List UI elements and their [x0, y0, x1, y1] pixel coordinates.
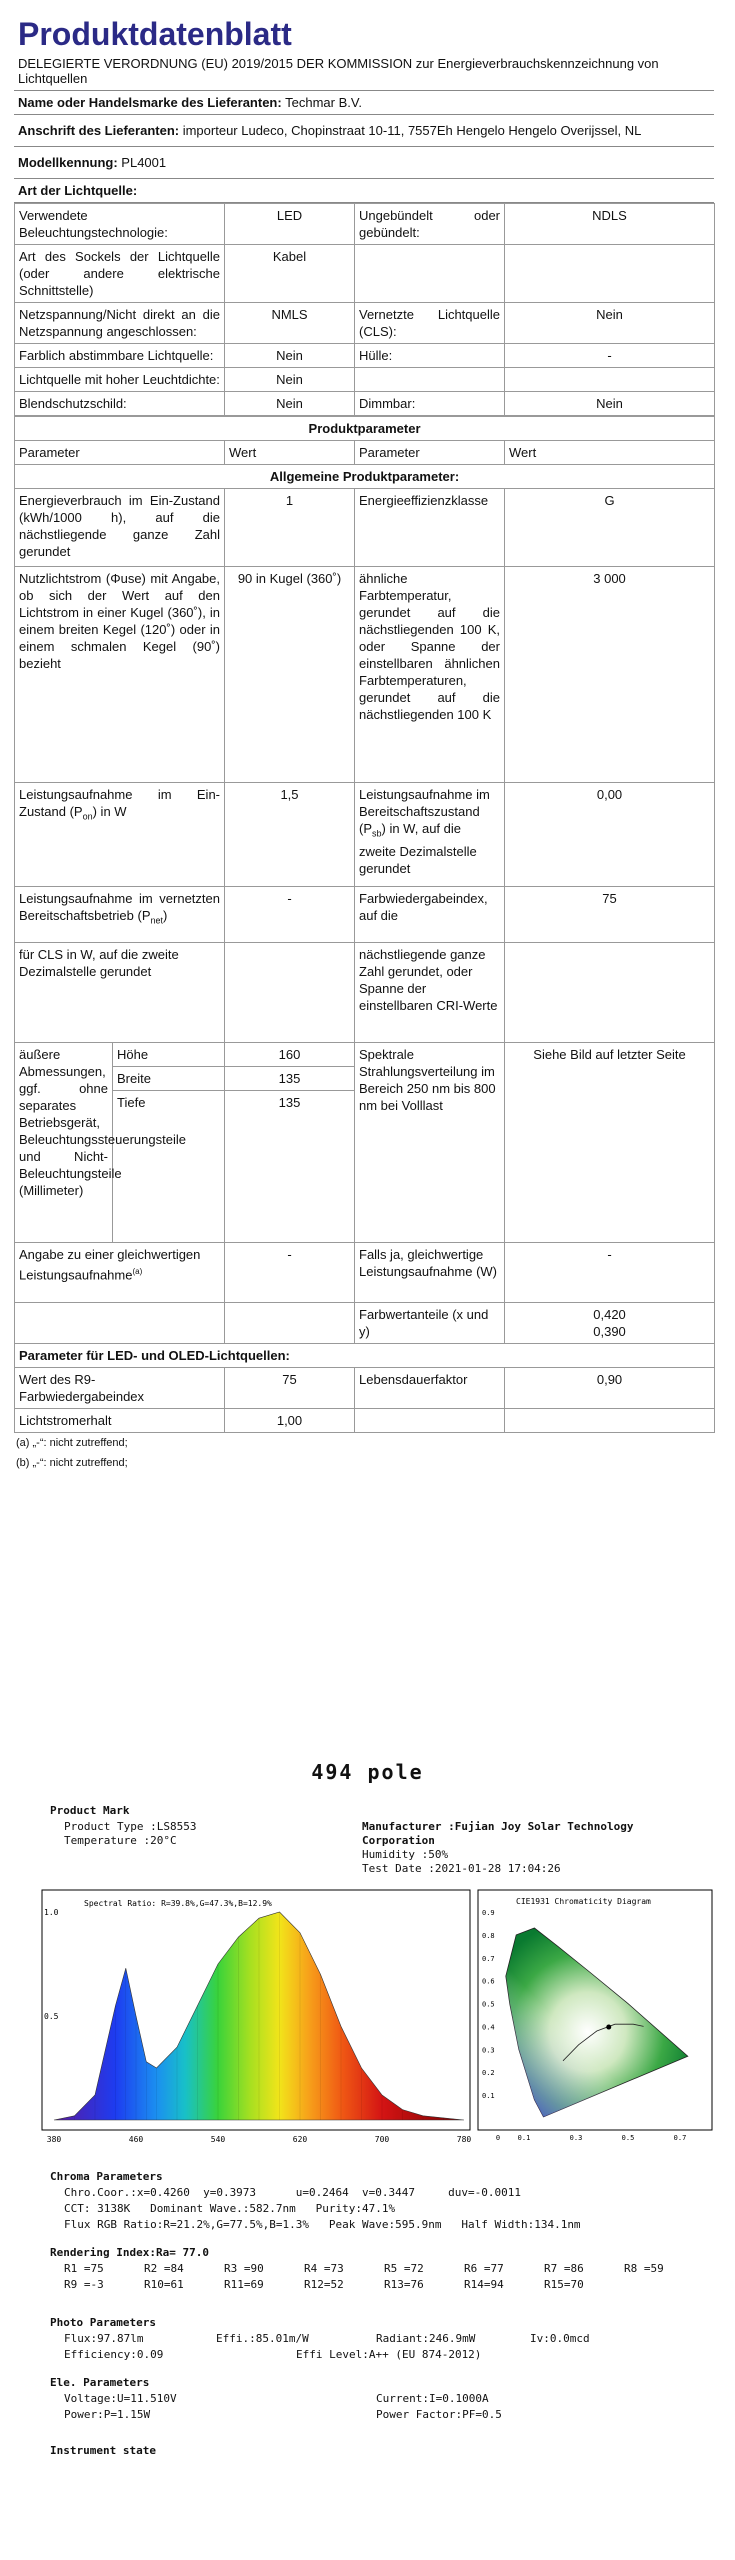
- cie-y-tick: 0.4: [482, 2023, 495, 2032]
- light-type-table: [14, 203, 715, 416]
- psb-label: Leistungsaufnahme im Bereitschaftszustand $(P_{sb})$ in W, auf die zweite Dezimalstelle gerundet: [355, 783, 505, 887]
- spectrum-y-tick: 1.0: [44, 1908, 59, 1917]
- rendering-value: R9 =-3: [64, 2278, 104, 2291]
- light-type-cell: Nein: [505, 392, 715, 416]
- light-type-cell: Nein: [225, 368, 355, 392]
- model-row: [14, 146, 714, 178]
- light-type-cell: [355, 368, 505, 392]
- cie-x-tick: 0.5: [621, 2134, 635, 2142]
- maint-value: 1,00: [225, 1409, 355, 1433]
- cie-x-tick: 0: [495, 2134, 501, 2142]
- spectrum-x-tick: 780: [456, 2135, 472, 2144]
- product-mark: Product Mark: [50, 1804, 130, 1817]
- radiant-readout: Radiant:246.9mW: [376, 2332, 476, 2345]
- light-type-cell: Nein: [505, 303, 715, 344]
- light-type-cell: Verwendete Beleuchtungstechnologie:: [15, 204, 225, 245]
- light-type-cell: Ungebündelt oder gebündelt:: [355, 204, 505, 245]
- r9-label: Wert des R9-Farbwiedergabeindex: [15, 1368, 225, 1409]
- chroma-values: 0,420 0,390: [505, 1303, 715, 1344]
- cie-y-tick: 0.6: [482, 1977, 495, 1986]
- light-type-cell: [355, 245, 505, 303]
- rendering-value: R8 =59: [624, 2262, 664, 2275]
- cie-point: [606, 2025, 611, 2030]
- light-type-cell: -: [505, 344, 715, 368]
- spectrum-x-tick: 700: [374, 2135, 390, 2144]
- voltage-readout: Voltage:U=11.510V: [64, 2392, 177, 2405]
- temperature: Temperature :20°C: [64, 1834, 177, 1847]
- light-type-row: [15, 368, 715, 392]
- equiv-value: -: [225, 1243, 355, 1303]
- equiv-label: Angabe zu einer gleichwertigen Leistungsaufnahme$^{(a)}$: [15, 1243, 225, 1303]
- equiv-if-value: -: [505, 1243, 715, 1303]
- light-type-cell: Hülle:: [355, 344, 505, 368]
- rendering-value: R1 =75: [64, 2262, 104, 2275]
- model-label: Modellkennung:: [18, 155, 118, 170]
- spectral-ratio-label: Spectral Ratio: R=39.8%,G=47.3%,B=12.9%: [84, 1899, 272, 1908]
- footnote-b: (b) „-“: nicht zutreffend;: [16, 1457, 128, 1469]
- address-value: importeur Ludeco, Chopinstraat 10-11, 7557Eh Hengelo Hengelo Overijssel, NL: [182, 123, 642, 138]
- cie-x-tick: 0.7: [673, 2134, 687, 2142]
- product-params-table: [14, 416, 715, 1433]
- spd-label: Spektrale Strahlungsverteilung im Bereich 250 nm bis 800 nm bei Volllast: [355, 1043, 505, 1243]
- light-type-row: [15, 303, 715, 344]
- sheet-title: Produktdatenblatt: [18, 16, 292, 52]
- energy-value: 1: [225, 489, 355, 567]
- cri-label-a: Farbwiedergabeindex, auf die: [355, 887, 505, 943]
- life-label: Lebensdauerfaktor: [355, 1368, 505, 1409]
- cie-y-tick: 0.8: [482, 1931, 495, 1940]
- model-value: PL4001: [121, 155, 167, 170]
- light-type-cell: Lichtquelle mit hoher Leuchtdichte:: [15, 368, 225, 392]
- rendering-value: R12=52: [304, 2278, 344, 2291]
- rendering-heading: Rendering Index:Ra= 77.0: [50, 2246, 209, 2259]
- maint-label: Lichtstromerhalt: [15, 1409, 225, 1433]
- cie-y-tick: 0.5: [482, 2000, 495, 2009]
- dims-label: äußere Abmessungen, ggf. ohne separates Betriebsgerät, Beleuchtungssteuerungsteile und Nicht-Beleuchtungsteile (Millimeter): [15, 1043, 113, 1243]
- cie-y-tick: 0.2: [482, 2069, 495, 2078]
- regulation-text: DELEGIERTE VERORDNUNG (EU) 2019/2015 DER KOMMISSION zur Energieverbrauchskennzeichnung von Lichtquellen: [18, 56, 659, 86]
- col-header-parameter: Parameter: [15, 441, 225, 465]
- light-type-cell: Blendschutzschild:: [15, 392, 225, 416]
- flux-label: Nutzlichtstrom (Φuse) mit Angabe, ob sich der Wert auf den Lichtstrom in einer Kugel (360˚), in einem breiten Kegel (120˚) oder in einem schmalen Kegel (90˚) bezieht: [15, 567, 225, 783]
- energy-label: Energieverbrauch im Ein-Zustand (kWh/1000 h), auf die nächstliegende ganze Zahl gerundet: [15, 489, 225, 567]
- chroma-heading: Chroma Parameters: [50, 2170, 163, 2183]
- rendering-value: R13=76: [384, 2278, 424, 2291]
- light-type-cell: NMLS: [225, 303, 355, 344]
- cie-y-tick: 0.9: [482, 1909, 495, 1917]
- rendering-value: R5 =72: [384, 2262, 424, 2275]
- efficiency-readout: Efficiency:0.09: [64, 2348, 164, 2361]
- cie-chart: [476, 1882, 716, 2150]
- spd-value: Siehe Bild auf letzter Seite: [505, 1043, 715, 1243]
- spectrum-x-tick: 380: [46, 2135, 62, 2144]
- light-type-cell: Farblich abstimmbare Lichtquelle:: [15, 344, 225, 368]
- supplier-row: [14, 90, 714, 114]
- pon-label: Leistungsaufnahme im Ein-Zustand $(P_{on})$ in W: [15, 783, 225, 887]
- manufacturer: Manufacturer :Fujian Joy Solar Technology: [362, 1820, 634, 1833]
- cie-x-tick: 0.1: [517, 2134, 531, 2142]
- general-params-heading: Allgemeine Produktparameter:: [15, 465, 715, 489]
- light-type-row: [15, 392, 715, 416]
- dim-depth-label: Tiefe: [113, 1091, 225, 1243]
- rendering-value: R6 =77: [464, 2262, 504, 2275]
- eff-class-value: G: [505, 489, 715, 567]
- chroma-label: Farbwertanteile (x und y): [355, 1303, 505, 1344]
- rendering-value: R15=70: [544, 2278, 584, 2291]
- product-type: Product Type :LS8553: [64, 1820, 197, 1833]
- product-datasheet: [14, 10, 714, 1473]
- power-readout: Power:P=1.15W: [64, 2408, 151, 2421]
- footnote-a: (a) „-“: nicht zutreffend;: [16, 1437, 128, 1449]
- dim-height-label: Höhe: [113, 1043, 225, 1067]
- rendering-value: R10=61: [144, 2278, 184, 2291]
- light-type-row: [15, 245, 715, 303]
- light-type-cell: [505, 368, 715, 392]
- cct-label: ähnliche Farbtemperatur, gerundet auf die nächstliegenden 100 K, oder Spanne der einstellbaren ähnlichen Farbtemperaturen, gerundet auf die nächstliegenden 100 K: [355, 567, 505, 783]
- rendering-value: R7 =86: [544, 2262, 584, 2275]
- cri-label-b: nächstliegende ganze Zahl gerundet, oder Spanne der einstellbaren CRI-Werte: [355, 943, 505, 1043]
- col-header-parameter-2: Parameter: [355, 441, 505, 465]
- rendering-value: R11=69: [224, 2278, 264, 2291]
- equiv-if-label: Falls ja, gleichwertige Leistungsaufnahme (W): [355, 1243, 505, 1303]
- test-date: Test Date :2021-01-28 17:04:26: [362, 1862, 561, 1875]
- cri-value: 75: [505, 887, 715, 943]
- dim-depth-value: 135: [225, 1091, 355, 1243]
- address-row: [14, 114, 714, 146]
- effi-level-readout: Effi Level:A++ (EU 874-2012): [296, 2348, 482, 2361]
- test-report: [0, 1760, 735, 2560]
- address-label: Anschrift des Lieferanten:: [18, 123, 180, 138]
- light-type-cell: Nein: [225, 392, 355, 416]
- chroma-line-2: CCT: 3138K Dominant Wave.:582.7nm Purity:47.1%: [64, 2202, 396, 2215]
- cie-y-tick: 0.1: [482, 2092, 495, 2101]
- rendering-value: R3 =90: [224, 2262, 264, 2275]
- psb-value: 0,00: [505, 783, 715, 887]
- spectrum-chart: [34, 1882, 474, 2150]
- pon-value: 1,5: [225, 783, 355, 887]
- supplier-label: Name oder Handelsmarke des Lieferanten:: [18, 95, 282, 110]
- flux-value: 90 in Kugel (360˚): [225, 567, 355, 783]
- rendering-value: R4 =73: [304, 2262, 344, 2275]
- rendering-value: R2 =84: [144, 2262, 184, 2275]
- photo-heading: Photo Parameters: [50, 2316, 156, 2329]
- pnet-value: -: [225, 887, 355, 943]
- chroma-line-3: Flux RGB Ratio:R=21.2%,G=77.5%,B=1.3% Peak Wave:595.9nm Half Width:134.1nm: [64, 2218, 581, 2231]
- dim-width-label: Breite: [113, 1067, 225, 1091]
- light-type-cell: Kabel: [225, 245, 355, 303]
- spectrum-x-tick: 460: [128, 2135, 144, 2144]
- spectrum-y-tick: 0.5: [44, 2012, 59, 2021]
- cie-y-tick: 0.3: [482, 2046, 495, 2055]
- ele-heading: Ele. Parameters: [50, 2376, 150, 2389]
- iv-readout: Iv:0.0mcd: [530, 2332, 590, 2345]
- corporation: Corporation: [362, 1834, 435, 1847]
- rendering-value: R14=94: [464, 2278, 504, 2291]
- spectrum-x-tick: 540: [210, 2135, 226, 2144]
- pnet-label: Leistungsaufnahme im vernetzten Bereitschaftsbetrieb $(P_{net})$: [15, 887, 225, 943]
- report-heading: 494 pole: [311, 1760, 424, 1784]
- effi-readout: Effi.:85.01m/W: [216, 2332, 309, 2345]
- life-value: 0,90: [505, 1368, 715, 1409]
- chroma-line-1: Chro.Coor.:x=0.4260 y=0.3973 u=0.2464 v=0.3447 duv=-0.0011: [64, 2186, 521, 2199]
- dim-height-value: 160: [225, 1043, 355, 1067]
- led-params-heading: Parameter für LED- und OLED-Lichtquellen:: [15, 1344, 715, 1368]
- light-type-cell: Nein: [225, 344, 355, 368]
- light-type-cell: Netzspannung/Nicht direkt an die Netzspannung angeschlossen:: [15, 303, 225, 344]
- col-header-value-2: Wert: [505, 441, 715, 465]
- cie-title: CIE1931 Chromaticity Diagram: [516, 1897, 651, 1906]
- light-type-cell: [505, 245, 715, 303]
- flux-readout: Flux:97.87lm: [64, 2332, 144, 2345]
- col-header-value: Wert: [225, 441, 355, 465]
- supplier-value: Techmar B.V.: [285, 95, 362, 110]
- humidity: Humidity :50%: [362, 1848, 449, 1861]
- light-type-cell: Vernetzte Lichtquelle (CLS):: [355, 303, 505, 344]
- pf-readout: Power Factor:PF=0.5: [376, 2408, 502, 2421]
- instrument-state: Instrument state: [50, 2444, 156, 2457]
- light-type-row: [15, 344, 715, 368]
- pnet-label-cont: für CLS in W, auf die zweite Dezimalstelle gerundet: [15, 943, 225, 1043]
- light-type-cell: Art des Sockels der Lichtquelle (oder andere elektrische Schnittstelle): [15, 245, 225, 303]
- spectrum-x-tick: 620: [292, 2135, 308, 2144]
- r9-value: 75: [225, 1368, 355, 1409]
- current-readout: Current:I=0.1000A: [376, 2392, 489, 2405]
- dim-width-value: 135: [225, 1067, 355, 1091]
- cie-x-tick: 0.3: [569, 2134, 583, 2142]
- eff-class-label: Energieeffizienzklasse: [355, 489, 505, 567]
- product-params-heading: Produktparameter: [15, 417, 715, 441]
- light-type-heading: Art der Lichtquelle:: [14, 178, 714, 203]
- light-type-cell: NDLS: [505, 204, 715, 245]
- cct-value: 3 000: [505, 567, 715, 783]
- cie-y-tick: 0.7: [482, 1954, 495, 1963]
- light-type-cell: Dimmbar:: [355, 392, 505, 416]
- light-type-cell: LED: [225, 204, 355, 245]
- light-type-row: [15, 204, 715, 245]
